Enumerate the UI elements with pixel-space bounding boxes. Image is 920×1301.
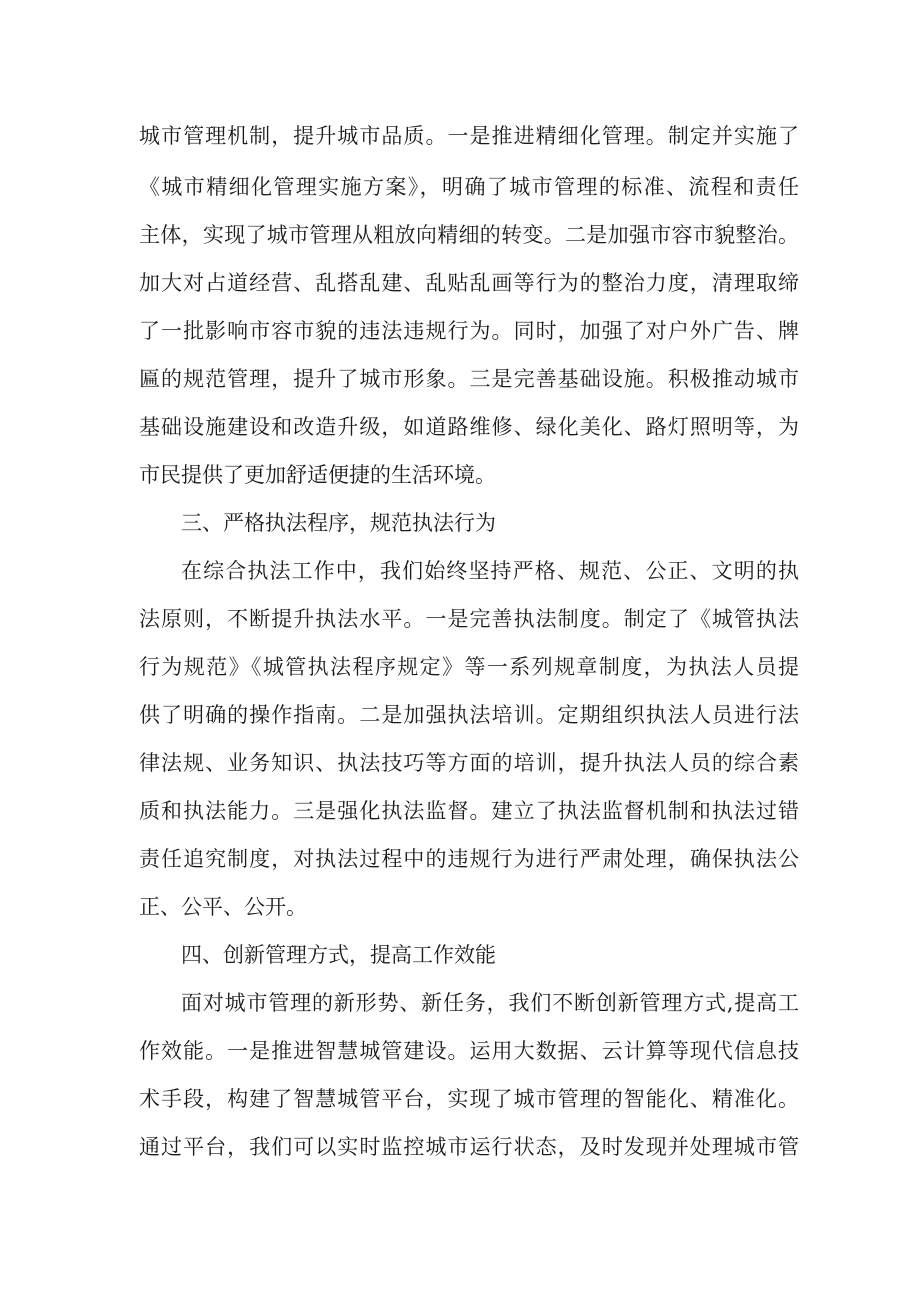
- paragraph-line: 加大对占道经营、乱搭乱建、乱贴乱画等行为的整治力度，清理取缔: [139, 271, 799, 295]
- paragraph-line: 作效能。一是推进智慧城管建设。运用大数据、云计算等现代信息技: [139, 1039, 799, 1063]
- paragraph-line: 法原则，不断提升执法水平。一是完善执法制度。制定了《城管执法: [139, 607, 799, 631]
- paragraph-line: 匾的规范管理，提升了城市形象。三是完善基础设施。积极推动城市: [139, 367, 799, 391]
- paragraph-line: 通过平台，我们可以实时监控城市运行状态，及时发现并处理城市管: [139, 1135, 799, 1159]
- paragraph-line: 《城市精细化管理实施方案》，明确了城市管理的标准、流程和责任: [139, 175, 799, 199]
- paragraph-line: 行为规范》《城管执法程序规定》等一系列规章制度，为执法人员提: [139, 655, 799, 679]
- paragraph-line: 质和执法能力。三是强化执法监督。建立了执法监督机制和执法过错: [139, 799, 799, 823]
- paragraph-line: 供了明确的操作指南。二是加强执法培训。定期组织执法人员进行法: [139, 703, 799, 727]
- paragraph-line: 正、公平、公开。: [139, 895, 307, 919]
- paragraph-line: 主体，实现了城市管理从粗放向精细的转变。二是加强市容市貌整治。: [139, 223, 799, 247]
- paragraph-line: 术手段，构建了智慧城管平台，实现了城市管理的智能化、精准化。: [139, 1087, 799, 1111]
- paragraph-line: 责任追究制度，对执法过程中的违规行为进行严肃处理，确保执法公: [139, 847, 799, 871]
- paragraph-line: 基础设施建设和改造升级，如道路维修、绿化美化、路灯照明等，为: [139, 415, 799, 439]
- paragraph-line: 市民提供了更加舒适便捷的生活环境。: [139, 463, 496, 487]
- paragraph-line: 律法规、业务知识、执法技巧等方面的培训，提升执法人员的综合素: [139, 751, 799, 775]
- paragraph-line: 在综合执法工作中，我们始终坚持严格、规范、公正、文明的执: [181, 559, 799, 583]
- paragraph-line: 了一批影响市容市貌的违法违规行为。同时，加强了对户外广告、牌: [139, 319, 799, 343]
- paragraph-line: 面对城市管理的新形势、新任务，我们不断创新管理方式,提高工: [181, 991, 799, 1015]
- section-heading: 三、严格执法程序，规范执法行为: [181, 511, 496, 535]
- paragraph-line: 城市管理机制，提升城市品质。一是推进精细化管理。制定并实施了: [139, 124, 799, 148]
- section-heading: 四、创新管理方式，提高工作效能: [181, 943, 496, 967]
